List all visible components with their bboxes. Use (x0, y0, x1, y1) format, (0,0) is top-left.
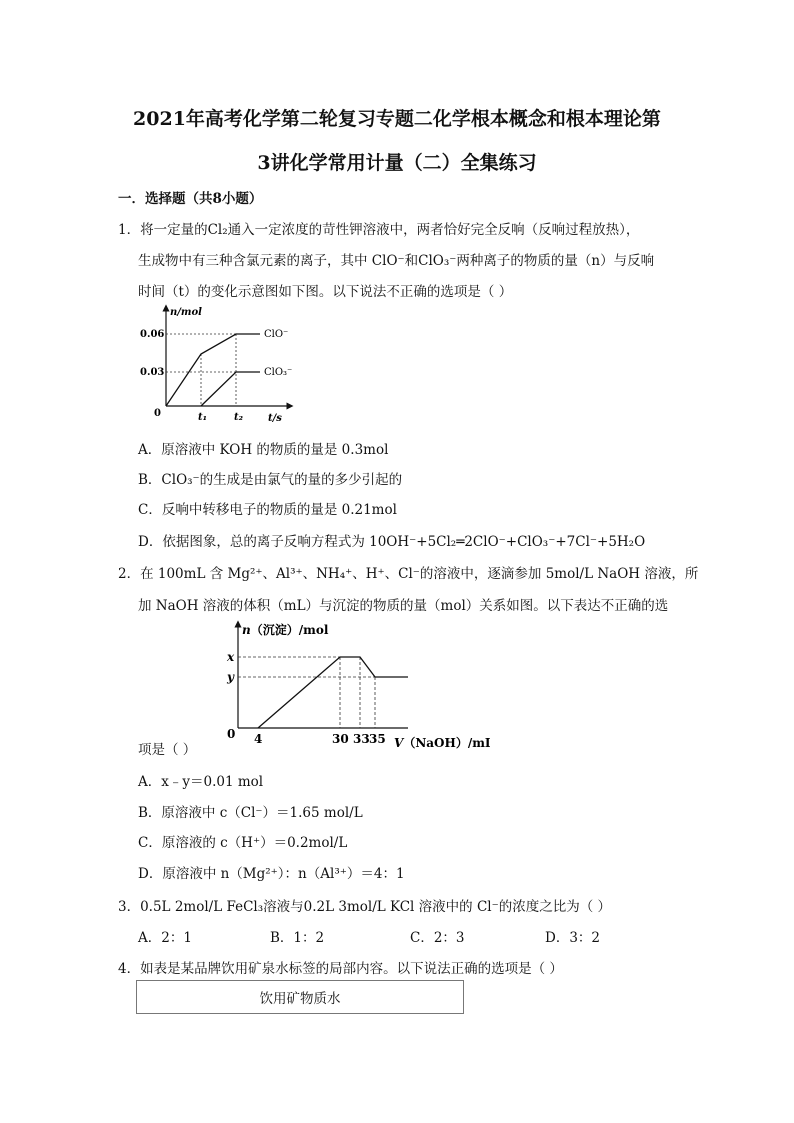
q1-option-a: A．原溶液中 KOH 的物质的量是 0.3mol (138, 442, 389, 458)
q4-stem: 4．如表是某品牌饮用矿泉水标签的局部内容。以下说法正确的选项是（ ） (118, 961, 563, 977)
q1-x-label: t/s (268, 413, 282, 424)
q1-xtick-t1: t₁ (198, 412, 207, 423)
doc-title-line-1: 2021年高考化学第二轮复习专题二化学根本概念和根本理论第 (133, 108, 661, 130)
q3-option-b: B．1：2 (270, 930, 325, 946)
q1-ytick-003: 0.03 (140, 367, 165, 378)
q1-y-label: n/mol (170, 307, 202, 318)
q2-xtick-4: 4 (254, 732, 263, 746)
q2-chart (220, 618, 490, 753)
q2-stem-line-3: 项是（ ） (138, 742, 197, 758)
q2-option-a: A．x﹣y＝0.01 mol (138, 774, 264, 790)
q1-option-d: D．依据图象，总的离子反响方程式为 10OH⁻+5Cl₂═2ClO⁻+ClO₃⁻+7Cl⁻+5H₂O (138, 534, 646, 550)
q3-stem: 3．0.5L 2mol/L FeCl₃溶液与0.2L 3mol/L KCl 溶液中的 Cl⁻的浓度之比为（ ） (118, 899, 612, 915)
q2-x-label: V（NaOH）/mL (394, 736, 490, 750)
q2-option-d: D．原溶液中 n（Mg²⁺）：n（Al³⁺）＝4：1 (138, 866, 405, 882)
q1-chart (138, 304, 298, 429)
q1-ytick-006: 0.06 (140, 329, 165, 340)
q1-legend-clo: ClO⁻ (264, 329, 289, 340)
q2-stem-line-2: 加 NaOH 溶液的体积（mL）与沉淀的物质的量（mol）关系如图。以下表达不正确的选 (138, 598, 669, 614)
q3-option-d: D．3：2 (545, 930, 601, 946)
section-heading: 一．选择题（共8小题） (118, 191, 263, 207)
q2-option-b: B．原溶液中 c（Cl⁻）＝1.65 mol/L (138, 805, 363, 821)
q2-xtick-30: 30 (332, 732, 349, 746)
q2-stem-line-1: 2．在 100mL 含 Mg²⁺、Al³⁺、NH₄⁺、H⁺、Cl⁻的溶液中，逐滴参加 5mol/L NaOH 溶液，所 (118, 566, 699, 582)
q2-option-c: C．原溶液的 c（H⁺）＝0.2mol/L (138, 835, 348, 851)
q2-ytick-y: y (227, 670, 234, 684)
q1-option-c: C．反响中转移电子的物质的量是 0.21mol (138, 502, 397, 518)
q1-stem-line-2: 生成物中有三种含氯元素的离子，其中 ClO⁻和ClO₃⁻两种离子的物质的量（n）与反响 (138, 253, 655, 269)
q1-stem-line-1: 1．将一定量的Cl₂通入一定浓度的苛性钾溶液中，两者恰好完全反响（反响过程放热）， (118, 222, 640, 238)
q1-series-clo3 (201, 372, 260, 406)
q1-xtick-t2: t₂ (234, 412, 243, 423)
q1-stem-line-3: 时间（t）的变化示意图如下图。以下说法不正确的选项是（ ） (138, 284, 513, 300)
q2-series-precipitate (258, 657, 408, 728)
q3-option-a: A．2：1 (138, 930, 192, 946)
q4-table-header: 饮用矿物质水 (259, 991, 341, 1007)
q2-ytick-x: x (227, 650, 235, 664)
q2-xtick-35: 35 (369, 732, 386, 746)
q1-legend-clo3: ClO₃⁻ (264, 367, 293, 378)
doc-title-line-2: 3讲化学常用计量（二）全集练习 (257, 152, 537, 174)
q1-origin-label: 0 (154, 408, 161, 419)
q2-y-label: n（沉淀）/mol (242, 623, 329, 637)
q4-label-table (136, 980, 464, 1014)
q1-option-b: B．ClO₃⁻的生成是由氯气的量的多少引起的 (138, 472, 403, 488)
q3-option-c: C．2：3 (410, 930, 465, 946)
q2-xtick-33: 33 (353, 732, 370, 746)
q2-origin-label: 0 (227, 727, 236, 741)
